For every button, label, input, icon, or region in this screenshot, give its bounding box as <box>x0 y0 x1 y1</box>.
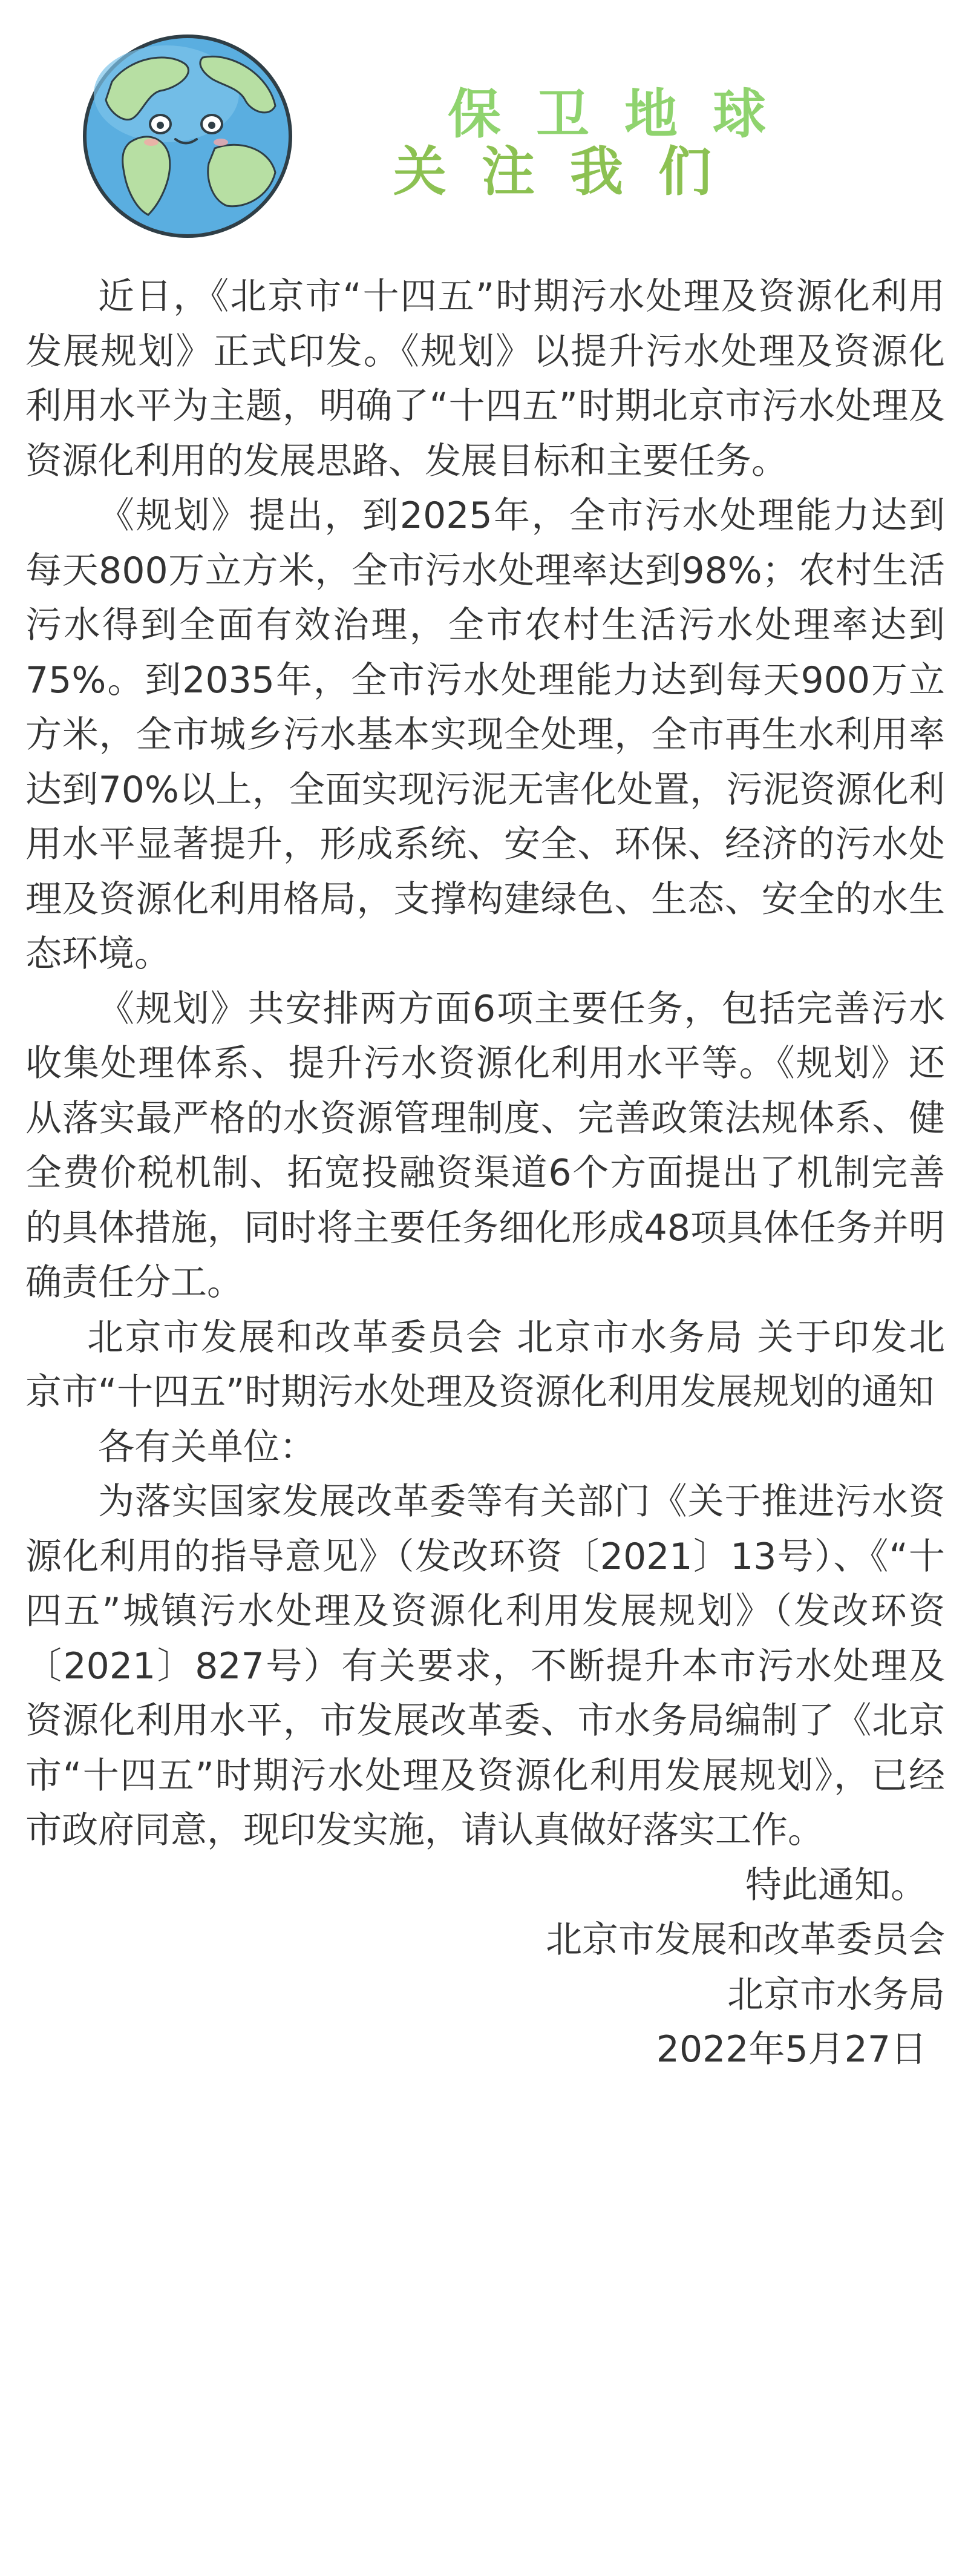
notice-addressee: 各有关单位： <box>98 1425 316 1468</box>
signature-water-bureau: 北京市水务局 <box>727 1973 945 2016</box>
signature-ndrc: 北京市发展和改革委员会 <box>546 1919 945 1961</box>
header-banner <box>0 0 968 242</box>
notice-body: 为落实国家发展改革委等有关部门《关于推进污水资源化利用的指导意见》（发改环资〔2021〕13号）、《“十四五”城镇污水处理及资源化利用发展规划》（发改环资〔2021〕827号）有关要求，不断提升本市污水处理及资源化利用水平，市发展改革委、市水务局编制了《北京市“十四五”时期污水处理及资源化利用发展规划》，已经市政府同意，现印发实施，请认真做好落实工作。 <box>25 1480 945 1852</box>
paragraph-targets: 《规划》提出，到2025年，全市污水处理能力达到每天800万立方米，全市污水处理率达到98%；农村生活污水得到全面有效治理，全市农村生活污水处理率达到75%。到2035年，全市污水处理能力达到每天900万立方米，全市城乡污水基本实现全处理，全市再生水利用率达到70%以上，全面实现污泥无害化处置，污泥资源化利用水平显著提升，形成系统、安全、环保、经济的污水处理及资源化利用格局，支撑构建绿色、生态、安全的水生态环境。 <box>25 494 945 975</box>
article-body <box>25 269 945 2077</box>
slogan-line-2: 关注我们 <box>393 140 747 203</box>
paragraph-tasks: 《规划》共安排两方面6项主要任务，包括完善污水收集处理体系、提升污水资源化利用水平等。《规划》还从落实最严格的水资源管理制度、完善政策法规体系、健全费价税机制、拓宽投融资渠道6个方面提出了机制完善的具体措施，同时将主要任务细化形成48项具体任务并明确责任分工。 <box>25 987 945 1304</box>
notice-date: 2022年5月27日 <box>656 2028 927 2071</box>
earth-mascot-icon <box>76 27 299 242</box>
slogan-line-1: 保卫地球 <box>448 83 802 145</box>
notice-closing: 特此通知。 <box>745 1864 927 1907</box>
paragraph-intro: 近日，《北京市“十四五”时期污水处理及资源化利用发展规划》正式印发。《规划》以提升污水处理及资源化利用水平为主题，明确了“十四五”时期北京市污水处理及资源化利用的发展思路、发展目标和主要任务。 <box>25 275 945 482</box>
notice-title: 北京市发展和改革委员会 北京市水务局 关于印发北京市“十四五”时期污水处理及资源化利用发展规划的通知 <box>25 1316 945 1413</box>
